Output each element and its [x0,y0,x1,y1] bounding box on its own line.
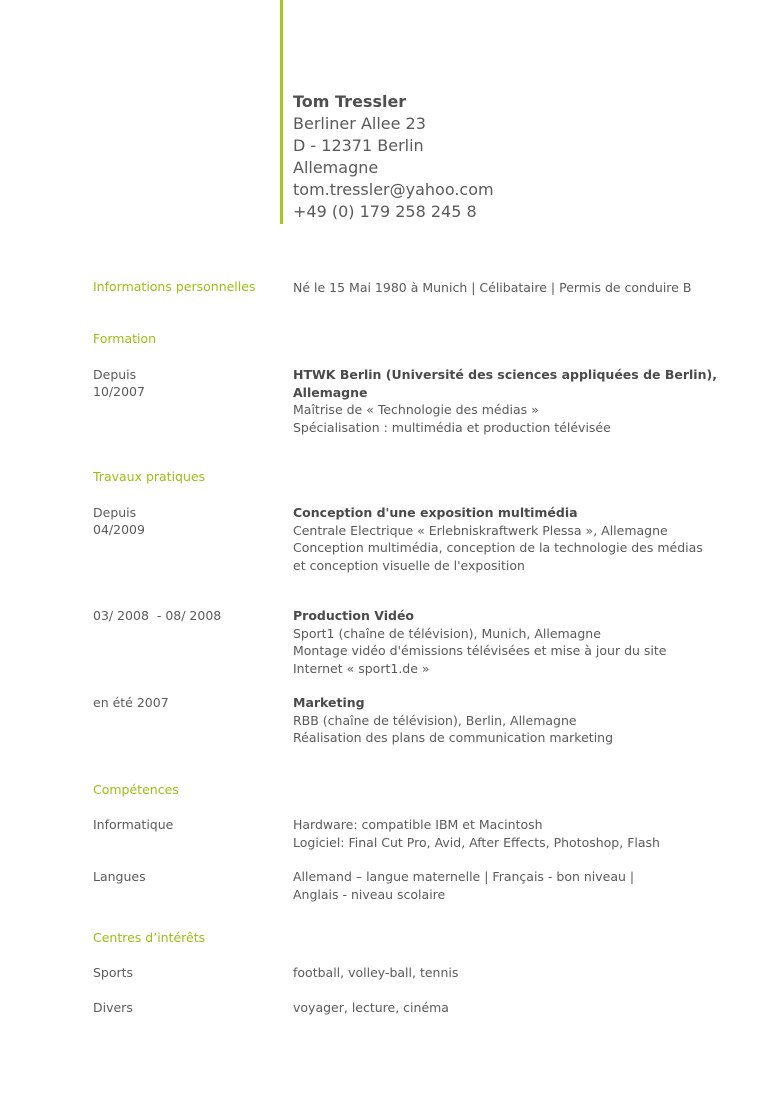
section-title-competences: Compétences [93,782,179,797]
skill-label: Informatique [93,817,174,832]
skill-label: Langues [93,869,146,884]
phone-number: +49 (0) 179 258 245 8 [293,202,477,221]
section-title-interets: Centres d’intérêts [93,930,206,945]
skill-line: Anglais - niveau scolaire [293,886,446,902]
email-address[interactable]: tom.tressler@yahoo.com [293,180,494,199]
address-street: Berliner Allee 23 [293,114,426,133]
interest-label: Divers [93,1000,133,1015]
candidate-name: Tom Tressler [293,92,407,111]
travaux-entry [293,694,713,747]
travaux-date: 03/ 2008 - 08/ 2008 [93,608,222,623]
formation-entry-title-cont: Allemagne [293,384,368,400]
address-country: Allemagne [293,158,379,177]
section-title-travaux: Travaux pratiques [93,469,206,484]
travaux-entry-line: Sport1 (chaîne de télévision), Munich, Allemagne [293,625,601,641]
skill-line: Logiciel: Final Cut Pro, Avid, After Effects, Photoshop, Flash [293,834,660,850]
formation-entry [293,366,717,436]
formation-entry-title: HTWK Berlin (Université des sciences appliquées de Berlin), [293,367,717,382]
skill-line: Allemand – langue maternelle | Français - bon niveau | [293,869,635,884]
travaux-date: en été 2007 [93,695,169,710]
skill-value [293,868,713,903]
section-title-personal: Informations personnelles [93,279,256,294]
travaux-entry-line: Réalisation des plans de communication marketing [293,730,614,745]
skill-line: Hardware: compatible IBM et Macintosh [293,817,543,832]
interest-value: voyager, lecture, cinéma [293,1000,449,1015]
travaux-entry-line: Centrale Electrique « Erlebniskraftwerk Plessa », Allemagne [293,522,668,538]
interest-value: football, volley-ball, tennis [293,965,459,980]
travaux-entry-line: RBB (chaîne de télévision), Berlin, Allemagne [293,712,577,728]
header-accent-line [280,0,283,224]
formation-date: Depuis 10/2007 [93,367,145,399]
contact-header [293,91,494,223]
travaux-entry-title: Marketing [293,695,365,710]
travaux-entry-line: Conception multimédia, conception de la technologie des médias [293,540,703,555]
interest-label: Sports [93,965,134,980]
travaux-entry-line: Internet « sport1.de » [293,660,430,676]
formation-entry-line: Spécialisation : multimédia et production télévisée [293,419,611,435]
travaux-entry-title: Conception d'une exposition multimédia [293,505,578,520]
address-city: D - 12371 Berlin [293,136,424,155]
formation-entry-line: Maîtrise de « Technologie des médias » [293,402,539,417]
travaux-entry [293,607,713,677]
travaux-entry-line: et conception visuelle de l'exposition [293,557,525,573]
travaux-date: Depuis 04/2009 [93,505,145,537]
travaux-entry [293,504,713,574]
travaux-entry-line: Montage vidéo d'émissions télévisées et mise à jour du site [293,643,667,658]
travaux-entry-title: Production Vidéo [293,608,415,623]
personal-info-value: Né le 15 Mai 1980 à Munich | Célibataire | Permis de conduire B [293,280,692,295]
section-title-formation: Formation [93,331,157,346]
skill-value [293,816,713,851]
